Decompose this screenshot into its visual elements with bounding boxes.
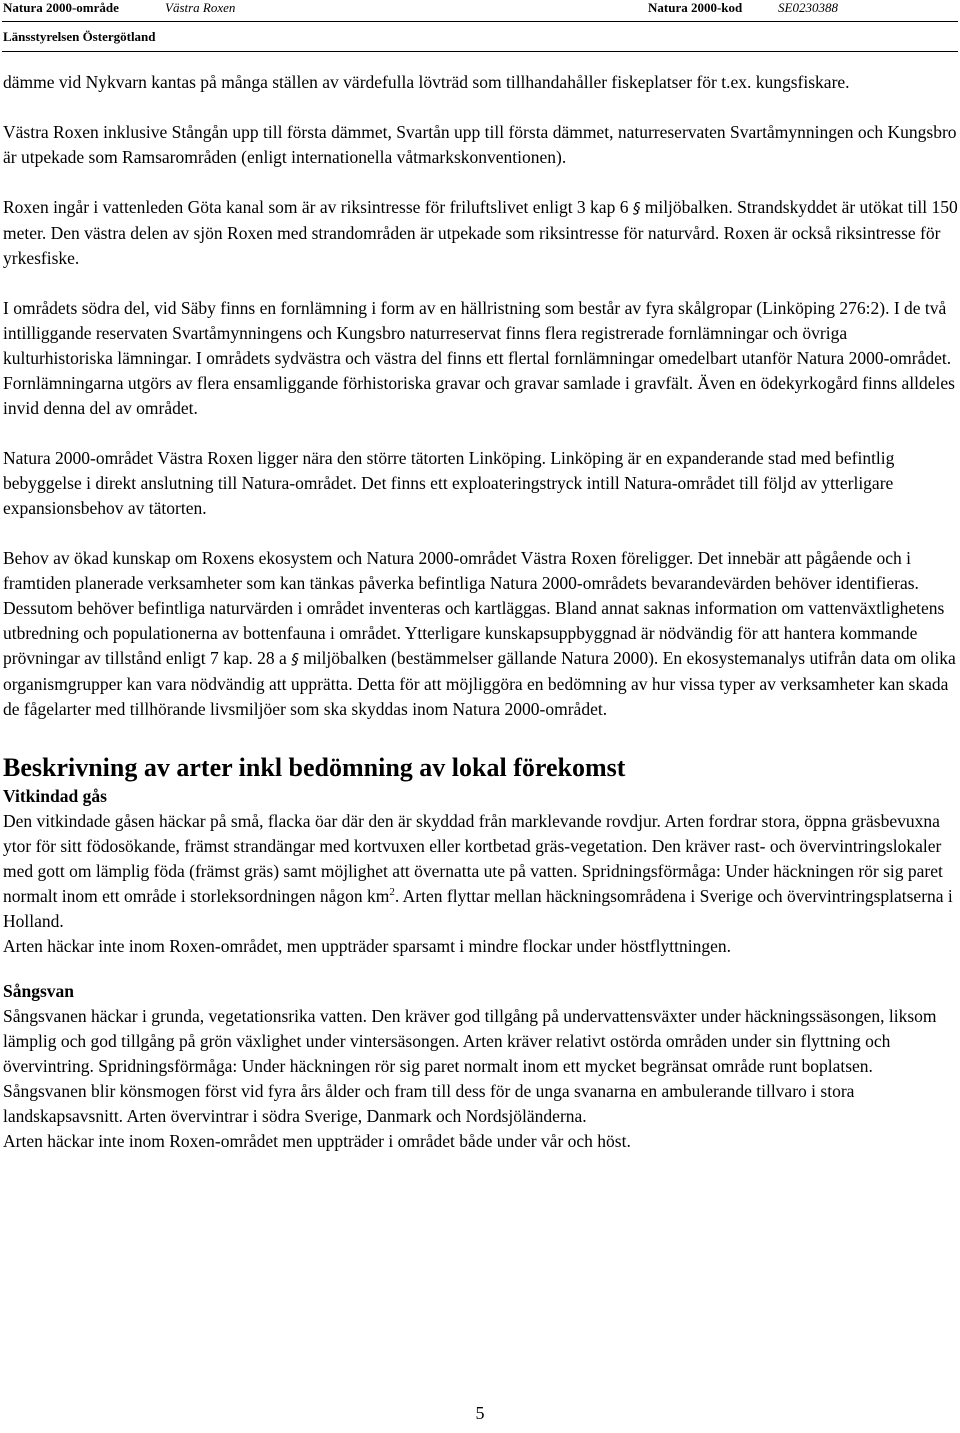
paragraph-nykvarn: dämme vid Nykvarn kantas på många ställen av värdefulla lövträd som tillhandahåller fiskeplatser för t.ex. kungsfiskare. [3,72,850,92]
paragraph-fornlamningar: I områdets södra del, vid Säby finns en fornlämning i form av en hällristning som består av fyra skålgropar (Linköping 276:2). I de två intilliggande reservaten Svartåmynningens och Kungsbro naturreservat finns flera registrerade fornlämningar och övriga kulturhistoriska lämningar. I områdets sydvästra och västra del finns ett flertal fornlämningar omedelbart utanför Natura 2000-området. Fornlämningarna utgörs av flera ensamliggande förhistoriska gravar och gravar samlade i gravfält. Även en ödekyrkogård finns alldeles invid denna del av området. [3,298,955,418]
header-authority: Länsstyrelsen Östergötland [3,29,156,44]
paragraph-ramsar: Västra Roxen inklusive Stångån upp till första dämmet, Svartån upp till första dämmet, naturreservaten Svartåmynningen och Kungsbro är utpekade som Ramsarområden (enligt internationella våtmarkskonventionen). [3,122,957,167]
header-divider-bottom [2,51,958,52]
header-code-value: SE0230388 [778,0,838,15]
species-heading-vitkindad-gas: Vitkindad gås [3,786,107,806]
paragraph-riksintresse: Roxen ingår i vattenleden Göta kanal som är av riksintresse för friluftslivet enligt 3 kap 6 § miljöbalken. Strandskyddet är utökat till 150 meter. Den västra delen av sjön Roxen med strandområden är utpekade som riksintresse för naturvård. Roxen är också riksintresse för yrkesfiske. [3,197,958,268]
species-description-vitkindad-gas: Den vitkindade gåsen häckar på små, flacka öar där den är skyddad från marklevande rovdjur. Arten fordrar stora, öppna gräsbevuxna ytor för sitt födosökande, främst strandängar med kortvuxen eller kortbetad gräs-vegetation. Den kräver rast- och övervintringslokaler med gott om lämplig föda (främst gräs) samt möjlighet att övernatta ute på vatten. Spridningsförmåga: Under häckningen rör sig paret normalt inom ett område i storleksordningen någon $km^2$. Arten flyttar mellan häckningsområdena i Sverige och övervintringsplatserna i Holland. [3,811,953,931]
header-site-label: Natura 2000-område [3,0,119,15]
species-heading-sangsvan: Sångsvan [3,981,75,1001]
section-mark: § [291,650,299,668]
header-code-label: Natura 2000-kod [648,0,743,15]
header-site-name: Västra Roxen [165,0,236,15]
header-divider-top [2,21,958,22]
section-mark: § [632,199,641,217]
section-heading: Beskrivning av arter inkl bedömning av lokal förekomst [3,753,626,782]
paragraph-kunskapsbehov: Behov av ökad kunskap om Roxens ekosystem och Natura 2000-området Västra Roxen föreligger. Det innebär att pågående och i framtiden planerade verksamheter som kan tänkas påverka befintliga Natura 2000-områdets bevarandevärden behöver identifieras. Dessutom behöver befintliga naturvärden i området inventeras och kartläggas. Bland annat saknas information om vattenväxtlighetens utbredning och populationerna av bottenfauna i området. Ytterligare kunskapsuppbyggnad är nödvändig för att hantera kommande prövningar av tillstånd enligt 7 kap. 28 a § miljöbalken (bestämmelser gällande Natura 2000). En ekosystemanalys utifrån data om olika organismgrupper kan vara nödvändig att upprätta. Detta för att möjliggöra en bedömning av hur vissa typer av verksamheter kan skada de fågelarter med tillhörande livsmiljöer som ska skyddas inom Natura 2000-området. [3,548,956,719]
paragraph-linkoping: Natura 2000-området Västra Roxen ligger nära den större tätorten Linköping. Linköping är en expanderande stad med befintlig bebyggelse i direkt anslutning till Natura-området. Det finns ett exploateringstryck intill Natura-området till följd av ytterligare expansionsbehov av tätorten. [3,448,895,518]
species-local-vitkindad-gas: Arten häckar inte inom Roxen-området, men uppträder sparsamt i mindre flockar under höstflyttningen. [3,936,731,956]
page-body [3,70,958,1154]
species-description-sangsvan: Sångsvanen häckar i grunda, vegetationsrika vatten. Den kräver god tillgång på undervattensväxter under häckningssäsongen, liksom lämplig och god tillgång på grön växlighet under vintersäsongen. Arten kräver relativt ostörda områden under sin flyttning och övervintring. Spridningsförmåga: Under häckningen rör sig paret normalt inom ett mycket begränsat område runt boplatsen. Sångsvanen blir könsmogen först vid fyra års ålder och fram till dess för de unga svanarna en ambulerande tillvaro i stora landskapsavsnitt. Arten övervintrar i södra Sverige, Danmark och Nordsjöländerna. [3,1006,937,1126]
page-header [0,0,960,52]
superscript-2: 2 [389,886,395,899]
species-local-sangsvan: Arten häckar inte inom Roxen-området men uppträder i området både under vår och höst. [3,1131,631,1151]
page-number: 5 [475,1403,485,1423]
